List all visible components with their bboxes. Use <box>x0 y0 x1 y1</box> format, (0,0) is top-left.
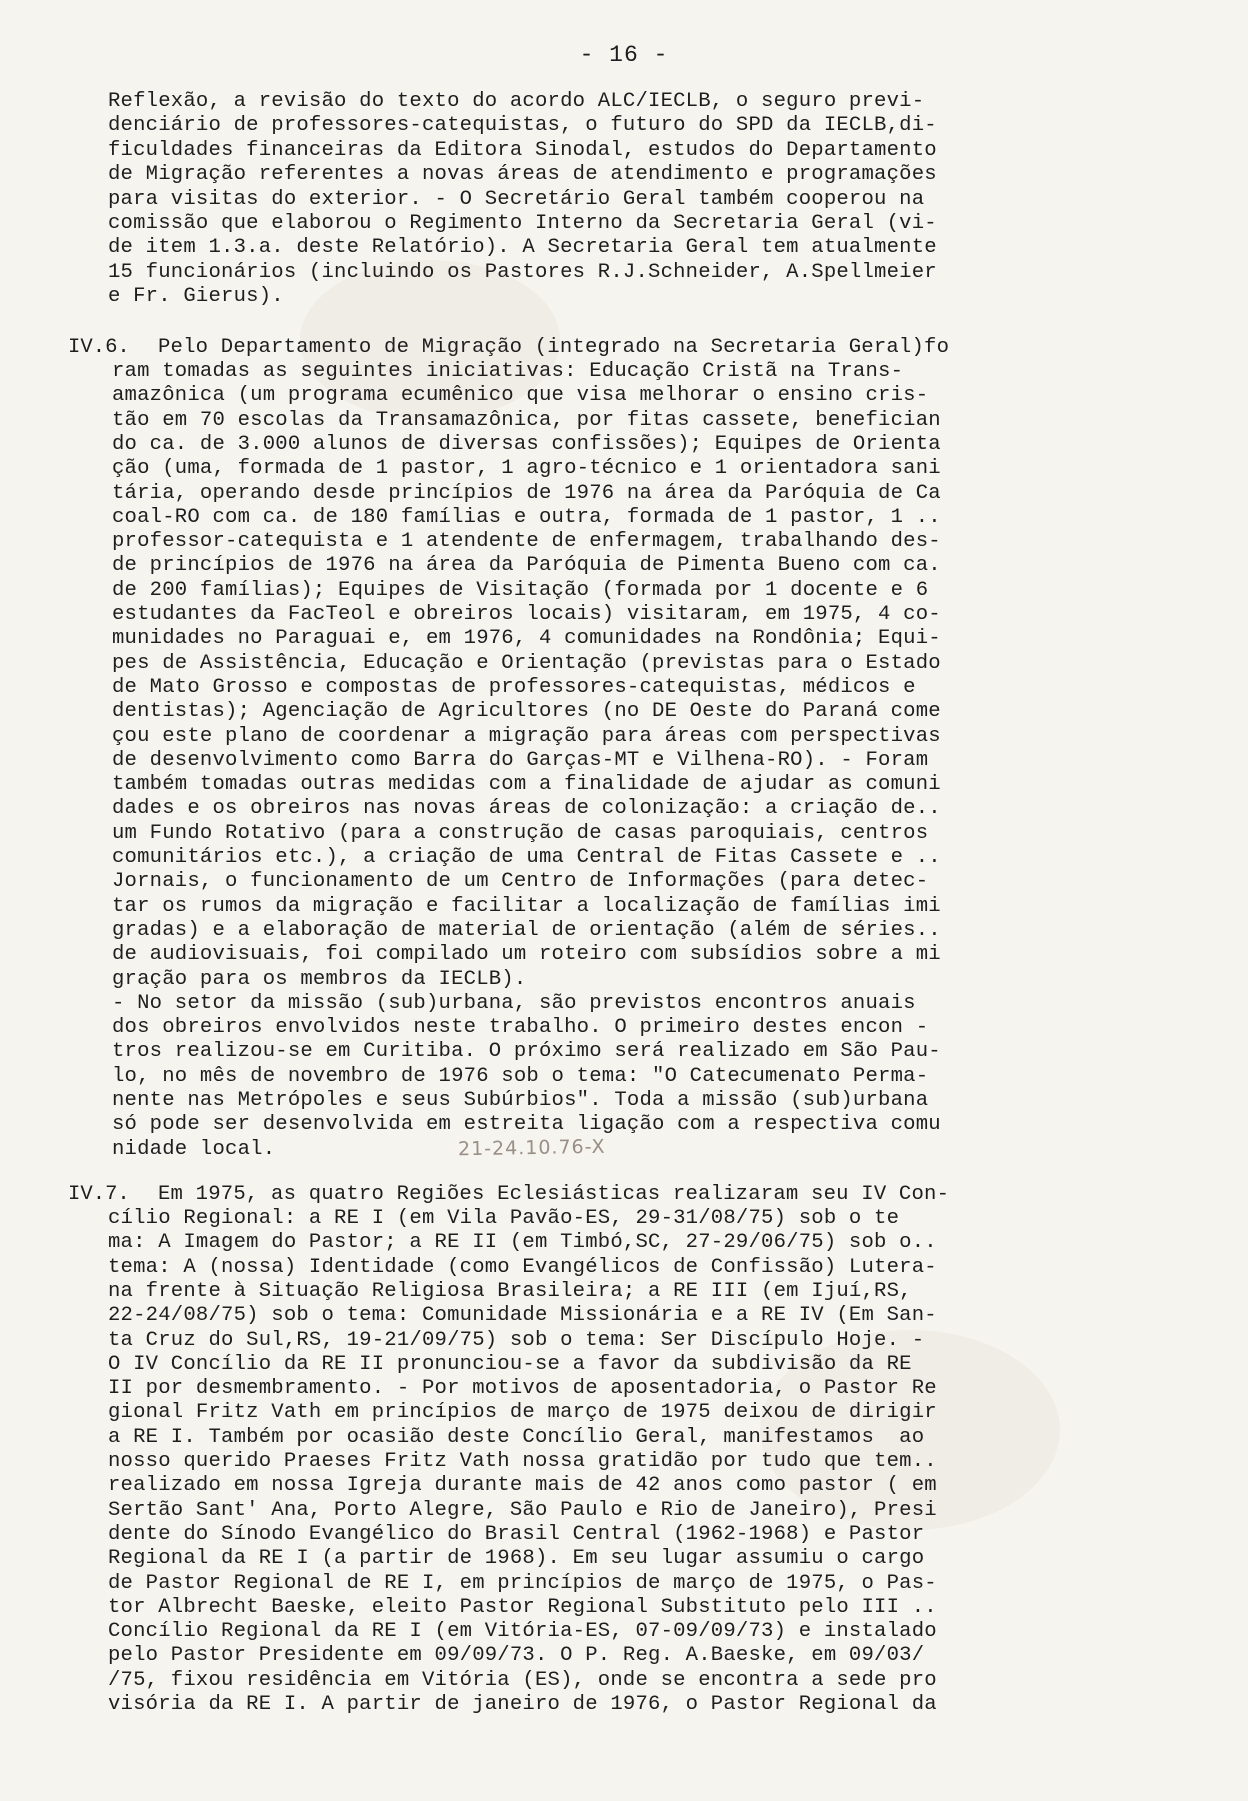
text-line: tor Albrecht Baeske, eleito Pastor Regional Substituto pelo III .. <box>108 1595 937 1619</box>
text-line: 22-24/08/75) sob o tema: Comunidade Missionária e a RE IV (Em San- <box>108 1304 937 1328</box>
text-line: - No setor da missão (sub)urbana, são previstos encontros anuais <box>112 991 916 1015</box>
handwritten-note: 21-24.10.76-X <box>457 1135 606 1161</box>
text-line: tar os rumos da migração e facilitar a localização de famílias imi <box>112 894 941 918</box>
text-line: denciário de professores-catequistas, o futuro do SPD da IECLB,di- <box>108 114 937 138</box>
text-line: de Migração referentes a novas áreas de atendimento e programações <box>108 163 937 187</box>
text-line: 15 funcionários (incluindo os Pastores R.J.Schneider, A.Spellmeier <box>108 260 937 284</box>
text-line: só pode ser desenvolvida em estreita ligação com a respectiva comu <box>112 1113 941 1137</box>
text-line: nidade local. <box>112 1137 276 1161</box>
text-line: do ca. de 3.000 alunos de diversas confissões); Equipes de Orienta <box>112 432 941 456</box>
text-line: também tomadas outras medidas com a finalidade de ajudar as comuni <box>112 773 941 797</box>
text-line: comunitários etc.), a criação de uma Central de Fitas Cassete e .. <box>112 846 941 869</box>
text-line: Concílio Regional da RE I (em Vitória-ES, 07-09/09/73) e instalado <box>108 1620 937 1644</box>
text-line: de desenvolvimento como Barra do Garças-MT e Vilhena-RO). - Foram <box>112 748 929 772</box>
text-line: gração para os membros da IECLB). <box>112 967 527 991</box>
text-line: ram tomadas as seguintes iniciativas: Educação Cristã na Trans- <box>112 360 904 383</box>
text-line: gional Fritz Vath em princípios de março de 1975 deixou de dirigir <box>108 1401 937 1425</box>
text-line: O IV Concílio da RE II pronunciou-se a favor da subdivisão da RE <box>108 1352 912 1376</box>
text-line: para visitas do exterior. - O Secretário Geral também cooperou na <box>108 187 925 211</box>
section-iv6-first-line: Pelo Departamento de Migração (integrado na Secretaria Geral)fo <box>158 336 950 359</box>
text-line: çou este plano de coordenar a migração para áreas com perspectivas <box>112 724 941 748</box>
page-number: - 16 - <box>579 42 669 68</box>
text-line: coal-RO com ca. de 180 famílias e outra, formada de 1 pastor, 1 .. <box>112 505 941 529</box>
text-line: amazônica (um programa ecumênico que visa melhorar o ensino cris- <box>112 384 929 408</box>
text-line: de Mato Grosso e compostas de professores-catequistas, médicos e <box>112 675 916 699</box>
text-line: ta Cruz do Sul,RS, 19-21/09/75) sob o tema: Ser Discípulo Hoje. - <box>108 1328 925 1352</box>
text-line: de princípios de 1976 na área da Paróquia de Pimenta Bueno com ca. <box>112 554 941 578</box>
text-line: gradas) e a elaboração de material de orientação (além de séries.. <box>112 918 941 942</box>
text-line: Reflexão, a revisão do texto do acordo ALC/IECLB, o seguro previ- <box>108 90 925 113</box>
text-line: a RE I. Também por ocasião deste Concílio Geral, manifestamos ao <box>108 1425 925 1449</box>
text-line: dos obreiros envolvidos neste trabalho. O primeiro destes encon - <box>112 1016 929 1040</box>
text-line: Sertão Sant' Ana, Porto Alegre, São Paulo e Rio de Janeiro), Presi <box>108 1498 937 1522</box>
text-line: professor-catequista e 1 atendente de enfermagem, trabalhando des- <box>112 530 941 554</box>
text-line: tros realizou-se em Curitiba. O próximo será realizado em São Pau- <box>112 1040 941 1064</box>
text-line: munidades no Paraguai e, em 1976, 4 comunidades na Rondônia; Equi- <box>112 627 941 651</box>
text-line: de Pastor Regional de RE I, em princípios de março de 1975, o Pas- <box>108 1571 937 1595</box>
text-line: um Fundo Rotativo (para a construção de casas paroquiais, centros <box>112 821 929 845</box>
text-line: ficuldades financeiras da Editora Sinodal, estudos do Departamento <box>108 138 937 162</box>
text-line: e Fr. Gierus). <box>108 285 284 309</box>
text-line: dente do Sínodo Evangélico do Brasil Central (1962-1968) e Pastor <box>108 1522 925 1546</box>
text-line: cílio Regional: a RE I (em Vila Pavão-ES, 29-31/08/75) sob o te <box>108 1207 900 1230</box>
text-line: /75, fixou residência em Vitória (ES), onde se encontra a sede pro <box>108 1668 937 1692</box>
text-line: de item 1.3.a. deste Relatório). A Secretaria Geral tem atualmente <box>108 236 937 260</box>
text-line: nosso querido Praeses Fritz Vath nossa gratidão por tudo que tem.. <box>108 1450 937 1473</box>
section-marker-iv6: IV.6. <box>68 336 130 359</box>
text-line: realizado em nossa Igreja durante mais de 42 anos como pastor ( em <box>108 1474 937 1498</box>
text-line: comissão que elaborou o Regimento Interno da Secretaria Geral (vi- <box>108 212 937 235</box>
text-line: pes de Assistência, Educação e Orientação (previstas para o Estado <box>112 651 941 675</box>
text-line: pelo Pastor Presidente em 09/09/73. O P. Reg. A.Baeske, em 09/03/ <box>108 1644 925 1668</box>
text-line: Regional da RE I (a partir de 1968). Em seu lugar assumiu o cargo <box>108 1547 925 1571</box>
text-line: de 200 famílias); Equipes de Visitação (formada por 1 docente e 6 <box>112 578 929 602</box>
text-line: dades e os obreiros nas novas áreas de colonização: a criação de.. <box>112 797 941 821</box>
text-line: na frente à Situação Religiosa Brasileira; a RE III (em Ijuí,RS, <box>108 1279 912 1303</box>
text-line: de audiovisuais, foi compilado um roteiro com subsídios sobre a mi <box>112 943 941 967</box>
text-line: Jornais, o funcionamento de um Centro de Informações (para detec- <box>112 870 929 894</box>
text-line: II por desmembramento. - Por motivos de aposentadoria, o Pastor Re <box>108 1377 937 1401</box>
text-line: estudantes da FacTeol e obreiros locais) visitaram, em 1975, 4 co- <box>112 603 941 626</box>
text-line: nente nas Metrópoles e seus Subúrbios". Toda a missão (sub)urbana <box>112 1089 929 1112</box>
text-line: ção (uma, formada de 1 pastor, 1 agro-técnico e 1 orientadora sani <box>112 457 941 481</box>
text-line: dentistas); Agenciação de Agricultores (no DE Oeste do Paraná come <box>112 700 941 724</box>
text-line: lo, no mês de novembro de 1976 sob o tema: "O Catecumenato Perma- <box>112 1064 929 1088</box>
text-line: visória da RE I. A partir de janeiro de 1976, o Pastor Regional da <box>108 1693 937 1716</box>
text-line: tária, operando desde princípios de 1976 na área da Paróquia de Ca <box>112 481 941 505</box>
text-line: tão em 70 escolas da Transamazônica, por fitas cassete, benefician <box>112 408 941 432</box>
text-line: ma: A Imagem do Pastor; a RE II (em Timbó,SC, 27-29/06/75) sob o.. <box>108 1231 937 1255</box>
text-line: tema: A (nossa) Identidade (como Evangélicos de Confissão) Lutera- <box>108 1255 937 1279</box>
section-marker-iv7: IV.7. <box>68 1183 130 1206</box>
section-iv7-first-line: Em 1975, as quatro Regiões Eclesiásticas realizaram seu IV Con- <box>158 1183 950 1206</box>
